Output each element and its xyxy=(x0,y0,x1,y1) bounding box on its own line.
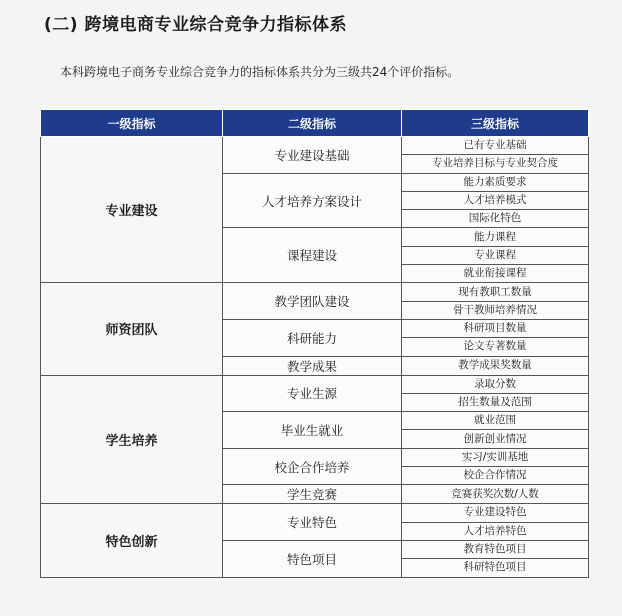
level-3-indicator: 竞赛获奖次数/人数 xyxy=(402,485,589,504)
level-3-indicator: 教育特色项目 xyxy=(402,540,589,558)
section-heading: (二) 跨境电商专业综合竞争力指标体系 xyxy=(44,15,347,35)
level-3-indicator: 就业范围 xyxy=(402,412,589,430)
table-row xyxy=(41,283,589,301)
indicator-table xyxy=(40,109,589,578)
level-2-indicator: 教学成果 xyxy=(223,356,402,375)
level-3-indicator: 专业课程 xyxy=(402,246,589,264)
level-3-indicator: 科研特色项目 xyxy=(402,559,589,577)
level-2-indicator: 课程建设 xyxy=(223,228,402,283)
level-2-indicator: 特色项目 xyxy=(223,540,402,577)
level-2-indicator: 教学团队建设 xyxy=(223,283,402,320)
level-3-indicator: 能力素质要求 xyxy=(402,173,589,191)
level-3-indicator: 科研项目数量 xyxy=(402,319,589,337)
level-3-indicator: 人才培养特色 xyxy=(402,522,589,540)
level-3-indicator: 国际化特色 xyxy=(402,210,589,228)
level-3-indicator: 就业衔接课程 xyxy=(402,265,589,283)
header-level-3: 三级指标 xyxy=(402,110,589,137)
level-3-indicator: 现有教职工数量 xyxy=(402,283,589,301)
level-1-indicator: 特色创新 xyxy=(41,504,223,577)
table-header-row xyxy=(41,110,589,137)
level-1-indicator: 专业建设 xyxy=(41,137,223,283)
table-row xyxy=(41,137,589,155)
level-2-indicator: 学生竞赛 xyxy=(223,485,402,504)
level-2-indicator: 科研能力 xyxy=(223,319,402,356)
level-2-indicator: 毕业生就业 xyxy=(223,412,402,449)
level-3-indicator: 校企合作情况 xyxy=(402,467,589,485)
level-2-indicator: 专业建设基础 xyxy=(223,137,402,174)
level-2-indicator: 专业生源 xyxy=(223,375,402,412)
level-3-indicator: 专业建设特色 xyxy=(402,504,589,522)
level-3-indicator: 已有专业基础 xyxy=(402,137,589,155)
level-3-indicator: 录取分数 xyxy=(402,375,589,393)
table-row xyxy=(41,504,589,522)
level-3-indicator: 论文专著数量 xyxy=(402,338,589,356)
level-2-indicator: 校企合作培养 xyxy=(223,448,402,485)
level-3-indicator: 能力课程 xyxy=(402,228,589,246)
level-3-indicator: 创新创业情况 xyxy=(402,430,589,448)
level-2-indicator: 专业特色 xyxy=(223,504,402,541)
level-1-indicator: 学生培养 xyxy=(41,375,223,504)
level-3-indicator: 实习/实训基地 xyxy=(402,448,589,466)
level-3-indicator: 专业培养目标与专业契合度 xyxy=(402,155,589,173)
level-2-indicator: 人才培养方案设计 xyxy=(223,173,402,228)
level-3-indicator: 教学成果奖数量 xyxy=(402,356,589,375)
table-body xyxy=(41,137,589,578)
level-3-indicator: 招生数量及范围 xyxy=(402,393,589,411)
level-3-indicator: 人才培养模式 xyxy=(402,191,589,209)
level-1-indicator: 师资团队 xyxy=(41,283,223,375)
header-level-1: 一级指标 xyxy=(41,110,223,137)
intro-paragraph: 本科跨境电子商务专业综合竞争力的指标体系共分为三级共24个评价指标。 xyxy=(60,65,460,79)
level-3-indicator: 骨干教师培养情况 xyxy=(402,301,589,319)
table-row xyxy=(41,375,589,393)
header-level-2: 二级指标 xyxy=(223,110,402,137)
